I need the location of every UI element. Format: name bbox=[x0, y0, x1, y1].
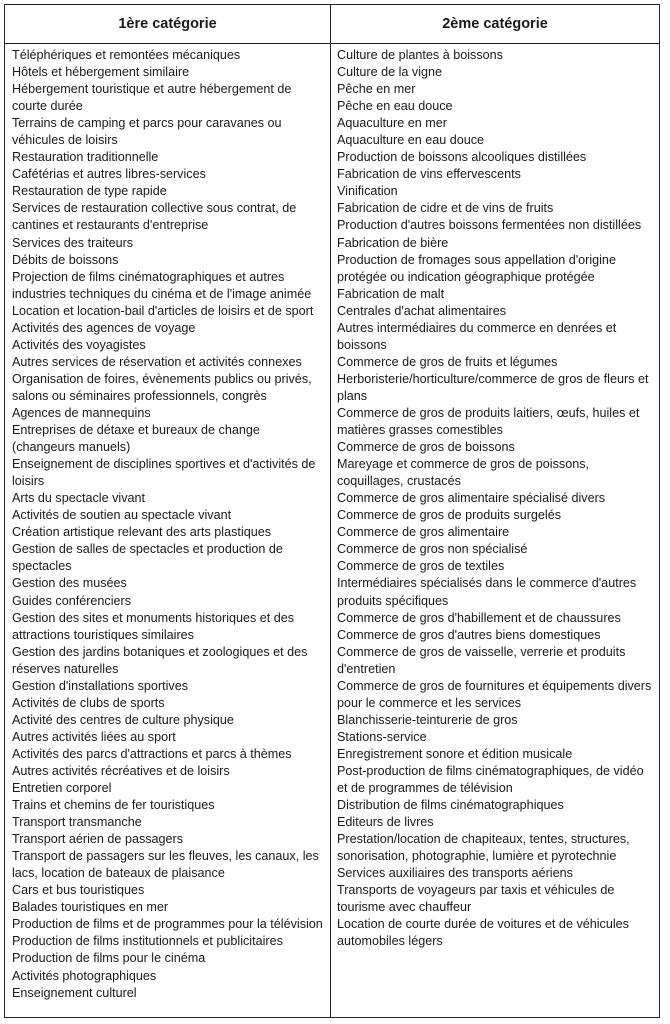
list-item: Hôtels et hébergement similaire bbox=[12, 65, 190, 80]
list-item: Mareyage et commerce de gros de poissons, coquillages, crustacés bbox=[337, 457, 589, 489]
list-item: Balades touristiques en mer bbox=[12, 900, 169, 915]
list-item: Enseignement de disciplines sportives et d'activités de loisirs bbox=[12, 457, 316, 489]
list-item: Production de films pour le cinéma bbox=[12, 951, 206, 966]
header-category-1: 1ère catégorie bbox=[5, 5, 331, 43]
list-item: Commerce de gros de fruits et légumes bbox=[337, 354, 558, 369]
list-item: Commerce de gros alimentaire spécialisé divers bbox=[337, 491, 606, 506]
list-item: Trains et chemins de fer touristiques bbox=[12, 798, 215, 813]
list-item: Centrales d'achat alimentaires bbox=[337, 303, 507, 318]
list-item: Editeurs de livres bbox=[337, 815, 434, 830]
list-item: Services auxiliaires des transports aériens bbox=[337, 866, 573, 881]
list-item: Création artistique relevant des arts plastiques bbox=[12, 525, 272, 540]
list-item: Autres activités liées au sport bbox=[12, 729, 176, 744]
table-header-row bbox=[5, 5, 659, 44]
list-item: Enregistrement sonore et édition musicale bbox=[337, 746, 573, 761]
list-item: Commerce de gros de produits laitiers, œufs, huiles et matières grasses comestibles bbox=[337, 405, 640, 438]
list-item: Vinification bbox=[337, 184, 398, 199]
header-category-2: 2ème catégorie bbox=[442, 16, 548, 32]
category-table bbox=[4, 4, 660, 1018]
list-item: Post-production de films cinématographiques, de vidéo et de programmes de télévision bbox=[337, 763, 644, 796]
list-item: Guides conférenciers bbox=[12, 593, 132, 608]
list-item: Commerce de gros de vaisselle, verrerie et produits d'entretien bbox=[337, 644, 626, 676]
list-item: Commerce de gros de textiles bbox=[337, 559, 505, 574]
list-item: Services de restauration collective sous contrat, de cantines et restaurants d'entreprise bbox=[12, 201, 297, 233]
list-item: Gestion des musées bbox=[12, 576, 127, 591]
list-item: Commerce de gros de fournitures et équipements divers pour le commerce et les services bbox=[337, 678, 652, 710]
list-item: Gestion des sites et monuments historiques et des attractions touristiques similaires bbox=[12, 610, 295, 642]
list-item: Aquaculture en eau douce bbox=[337, 133, 485, 148]
list-item: Hébergement touristique et autre hébergement de courte durée bbox=[12, 82, 292, 114]
list-item: Location et location-bail d'articles de loisirs et de sport bbox=[12, 303, 314, 318]
list-item: Commerce de gros non spécialisé bbox=[337, 542, 528, 557]
list-item: Cafétérias et autres libres-services bbox=[12, 167, 206, 182]
list-item: Terrains de camping et parcs pour caravanes ou véhicules de loisirs bbox=[12, 116, 282, 148]
list-item: Transport transmanche bbox=[12, 815, 142, 830]
list-item: Entreprises de détaxe et bureaux de change (changeurs manuels) bbox=[12, 423, 260, 455]
list-item: Production de boissons alcooliques distillées bbox=[337, 150, 587, 165]
list-item: Activités des parcs d'attractions et parcs à thèmes bbox=[12, 746, 292, 761]
list-item: Pêche en mer bbox=[337, 82, 416, 97]
list-item: Culture de plantes à boissons bbox=[337, 48, 503, 62]
list-item: Gestion des jardins botaniques et zoologiques et des réserves naturelles bbox=[12, 644, 308, 676]
list-item: Débits de boissons bbox=[12, 252, 119, 267]
table-body-row bbox=[5, 44, 659, 1017]
list-item: Restauration de type rapide bbox=[12, 184, 167, 199]
list-item: Cars et bus touristiques bbox=[12, 883, 145, 898]
list-item: Fabrication de cidre et de vins de fruits bbox=[337, 201, 554, 216]
list-item: Culture de la vigne bbox=[337, 65, 443, 80]
list-item: Aquaculture en mer bbox=[337, 116, 447, 131]
list-item: Gestion d'installations sportives bbox=[12, 678, 189, 693]
list-item: Blanchisserie-teinturerie de gros bbox=[337, 712, 518, 727]
list-item: Activités des voyagistes bbox=[12, 337, 146, 352]
list-item: Location de courte durée de voitures et de véhicules automobiles légers bbox=[337, 917, 629, 949]
list-item: Autres intermédiaires du commerce en denrées et boissons bbox=[337, 320, 617, 352]
list-item: Activités de clubs de sports bbox=[12, 695, 165, 710]
list-item: Commerce de gros de boissons bbox=[337, 440, 515, 455]
list-item: Projection de films cinématographiques et autres industries techniques du cinéma et de l'image animée bbox=[12, 269, 312, 301]
list-item: Prestation/location de chapiteaux, tentes, structures, sonorisation, photographie, lumière et pyrotechnie bbox=[337, 832, 630, 864]
list-item: Commerce de gros de produits surgelés bbox=[337, 508, 561, 523]
list-item: Commerce de gros d'autres biens domestiques bbox=[337, 627, 601, 642]
list-item: Fabrication de bière bbox=[337, 235, 449, 250]
list-item: Transports de voyageurs par taxis et véhicules de tourisme avec chauffeur bbox=[337, 883, 615, 915]
list-item: Herboristerie/horticulture/commerce de gros de fleurs et plans bbox=[337, 371, 649, 403]
list-item: Activités des agences de voyage bbox=[12, 320, 196, 335]
list-item: Fabrication de malt bbox=[337, 286, 445, 301]
list-item: Transport aérien de passagers bbox=[12, 832, 184, 847]
list-item: Production d'autres boissons fermentées non distillées bbox=[337, 218, 642, 233]
list-item: Gestion de salles de spectacles et production de spectacles bbox=[12, 542, 283, 574]
list-item: Services des traiteurs bbox=[12, 235, 134, 250]
category-1-list bbox=[5, 44, 331, 1017]
list-item: Enseignement culturel bbox=[12, 985, 137, 1000]
list-item: Commerce de gros alimentaire bbox=[337, 525, 510, 540]
list-item: Téléphériques et remontées mécaniques bbox=[12, 48, 241, 62]
list-item: Autres activités récréatives et de loisirs bbox=[12, 763, 230, 778]
list-item: Autres services de réservation et activités connexes bbox=[12, 354, 302, 369]
list-item: Activités de soutien au spectacle vivant bbox=[12, 508, 232, 523]
list-item: Distribution de films cinématographiques bbox=[337, 798, 564, 813]
list-item: Agences de mannequins bbox=[12, 405, 151, 420]
list-item: Production de films et de programmes pour la télévision bbox=[12, 917, 323, 932]
list-item: Transport de passagers sur les fleuves, les canaux, les lacs, location de bateaux de plaisance bbox=[12, 849, 319, 881]
list-item: Organisation de foires, évènements publics ou privés, salons ou séminaires professionnels, congrès bbox=[12, 371, 312, 403]
list-item: Commerce de gros d'habillement et de chaussures bbox=[337, 610, 621, 625]
list-item: Pêche en eau douce bbox=[337, 99, 453, 114]
list-item: Arts du spectacle vivant bbox=[12, 491, 145, 506]
list-item: Production de fromages sous appellation d'origine protégée ou indication géographique protégée bbox=[337, 252, 616, 284]
list-item: Activité des centres de culture physique bbox=[12, 712, 234, 727]
list-item: Activités photographiques bbox=[12, 968, 157, 983]
list-item: Production de films institutionnels et publicitaires bbox=[12, 934, 283, 949]
category-2-list bbox=[331, 44, 659, 1017]
list-item: Entretien corporel bbox=[12, 781, 112, 796]
list-item: Fabrication de vins effervescents bbox=[337, 167, 521, 182]
list-item: Stations-service bbox=[337, 729, 427, 744]
list-item: Intermédiaires spécialisés dans le commerce d'autres produits spécifiques bbox=[337, 576, 637, 608]
list-item: Restauration traditionnelle bbox=[12, 150, 159, 165]
